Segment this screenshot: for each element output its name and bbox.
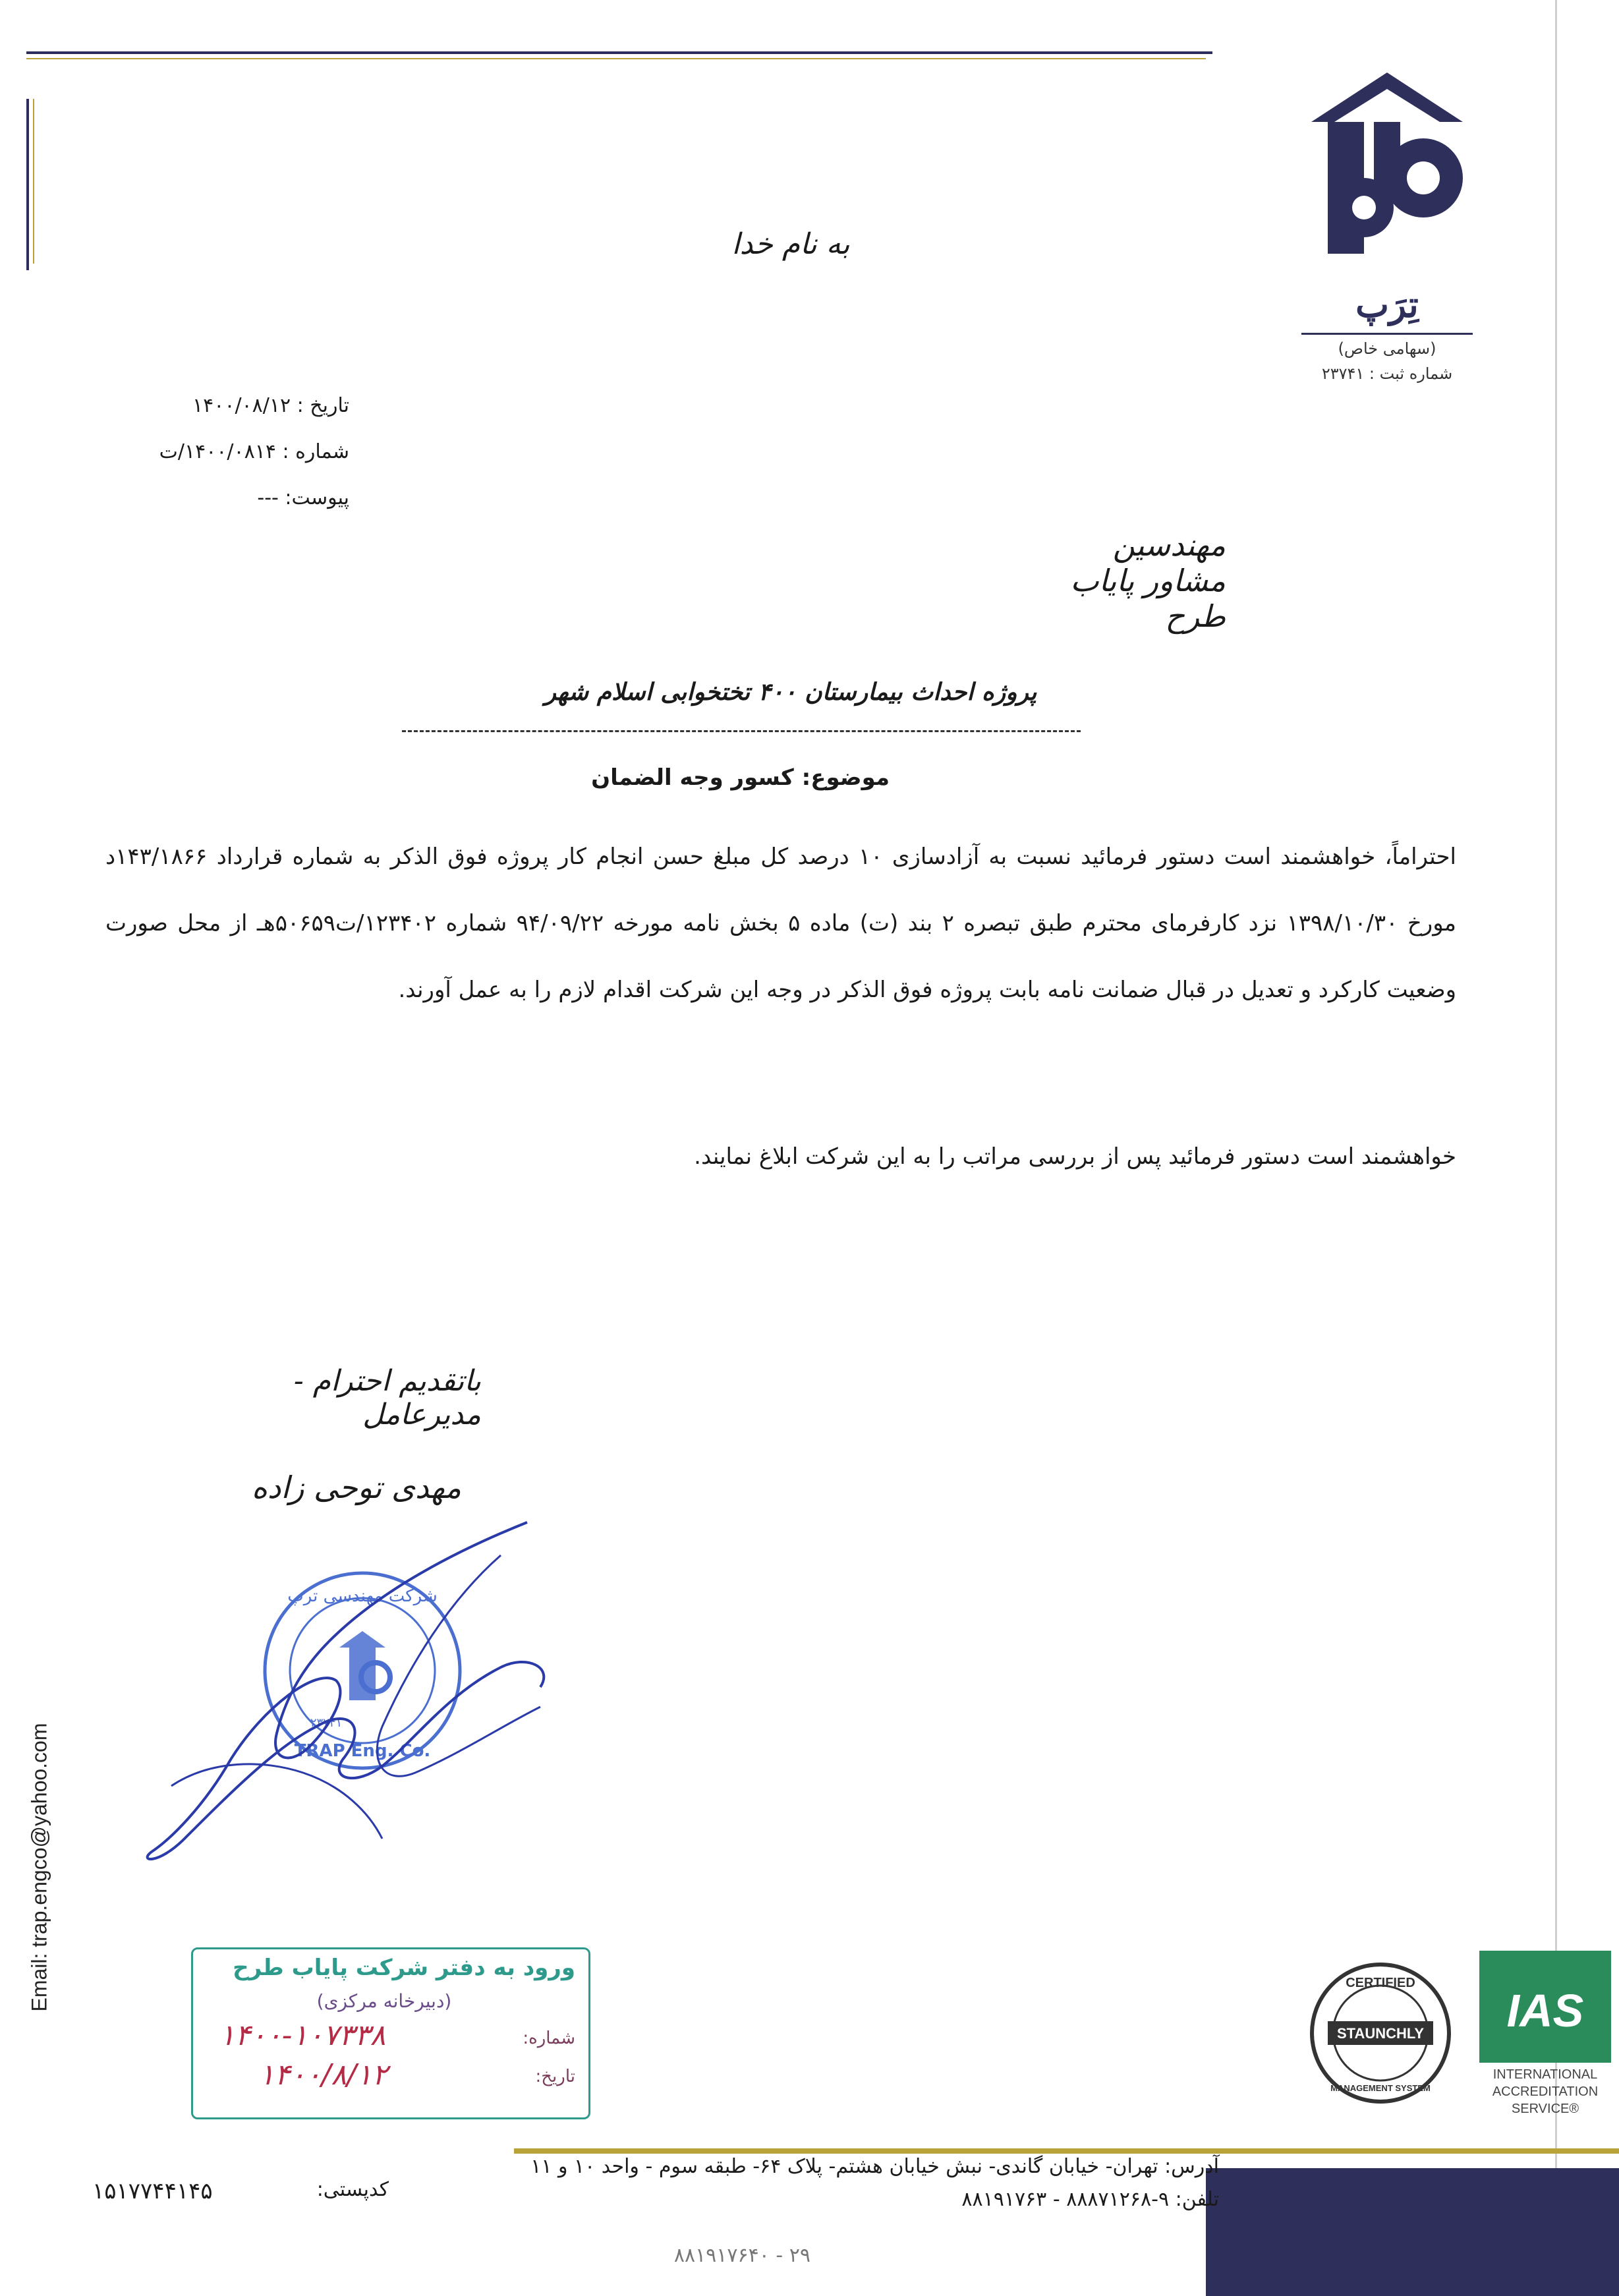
frame-left-line bbox=[26, 99, 29, 270]
body-paragraph-2: خواهشمند است دستور فرمائید پس از بررسی مراتب را به این شرکت ابلاغ نمایند. bbox=[694, 1143, 1456, 1170]
certified-center-text: STAUNCHLY bbox=[1336, 2025, 1425, 2042]
footer-navy-block bbox=[1206, 2168, 1619, 2296]
seal-text-en: TRAP Eng. Co. bbox=[294, 1741, 431, 1761]
logo-rule bbox=[1301, 333, 1473, 335]
ias-logo-text: IAS bbox=[1506, 1985, 1584, 2036]
dashed-divider bbox=[402, 730, 1081, 732]
letter-attachment: پیوست: --- bbox=[257, 486, 349, 509]
frame-top-gold-line bbox=[26, 58, 1206, 59]
signer-name: مهدی توحی زاده bbox=[251, 1470, 461, 1505]
ias-line-2: ACCREDITATION bbox=[1492, 2084, 1599, 2099]
letter-number: شماره : ۱۴۰۰/۰۸۱۴/ت bbox=[159, 440, 349, 463]
footer-email: Email: trap.engco@yahoo.com bbox=[27, 1723, 51, 2012]
frame-left-gold-line bbox=[33, 99, 34, 264]
received-stamp bbox=[191, 1947, 590, 2119]
received-number-value: ۱۴۰۰-۱۰۷۳۳۸ bbox=[219, 2019, 386, 2052]
footer-gold-rule bbox=[514, 2148, 1619, 2154]
handwritten-signature bbox=[132, 1509, 606, 1878]
invocation: به نام خدا bbox=[731, 227, 850, 261]
certified-badge-icon bbox=[1308, 1961, 1453, 2106]
footer-phone: تلفن: ۹-۸۸۸۷۱۲۶۸ - ۸۸۱۹۱۷۶۳ bbox=[961, 2188, 1219, 2211]
company-name: تِرَپ bbox=[1355, 283, 1419, 326]
received-stamp-title: ورود به دفتر شرکت پایاب طرح bbox=[233, 1955, 575, 1981]
body-paragraph-1: احتراماً، خواهشمند است دستور فرمائید نسبت به آزادسازی ۱۰ درصد کل مبلغ حسن انجام کار پروژه فوق الذکر به شماره قرارداد ۱۴۳/۱۸۶۶د مورخ ۱۳۹۸/۱۰/۳۰ نزد کارفرمای محترم طبق تبصره ۲ بند (ت) ماده ۵ بخش نامه مورخه ۹۴/۰۹/۲۲ شماره ۱۲۳۴۰۲/ت۵۰۶۵۹هـ از محل صورت وضعیت کارکرد و تعدیل در قبال ضمانت نامه بابت پروژه فوق الذکر در وجه این شرکت اقدام لازم را به عمل آورند. bbox=[105, 844, 1457, 1003]
ias-line-1: INTERNATIONAL bbox=[1492, 2067, 1598, 2082]
company-registration: شماره ثبت : ۲۳۷۴۱ bbox=[1321, 364, 1453, 383]
company-type: (سهامی خاص) bbox=[1338, 339, 1436, 358]
project-title: پروژه احداث بیمارستان ۴۰۰ تختخوابی اسلام شهر bbox=[544, 679, 1037, 706]
ias-line-3: SERVICE® bbox=[1511, 2102, 1579, 2116]
received-date-label: تاریخ: bbox=[535, 2067, 575, 2086]
frame-top-line bbox=[26, 51, 1212, 54]
postal-code-label: کدپستی: bbox=[316, 2178, 389, 2201]
company-logo-icon bbox=[1301, 66, 1473, 264]
received-stamp-subtitle: (دبیرخانه مرکزی) bbox=[316, 1990, 452, 2012]
closing-line: باتقدیم احترام - مدیرعامل bbox=[293, 1364, 481, 1431]
ias-logo-icon bbox=[1479, 1951, 1611, 2063]
seal-registration: ۲۳۷۴۱ bbox=[310, 1716, 343, 1730]
subject-line: موضوع: کسور وجه الضمان bbox=[591, 764, 890, 791]
recipient: مهندسین مشاور پایاب طرح bbox=[1070, 527, 1226, 634]
letter-date: تاریخ : ۱۴۰۰/۰۸/۱۲ bbox=[192, 394, 349, 417]
received-date-value: ۱۴۰۰/۸/۱۲ bbox=[259, 2058, 388, 2092]
ias-badge bbox=[1473, 1951, 1618, 2129]
postal-code-value: ۱۵۱۷۷۴۴۱۴۵ bbox=[92, 2178, 213, 2204]
footer-faint-text: ۸۸۱۹۱۷۶۴۰ - ۲۹ bbox=[673, 2244, 810, 2267]
certified-top-text: CERTIFIED bbox=[1346, 1976, 1415, 1990]
certified-bottom-text: MANAGEMENT SYSTEM bbox=[1330, 2083, 1431, 2093]
seal-text-fa: شرکت مهندسی ترپ bbox=[287, 1586, 438, 1606]
received-number-label: شماره: bbox=[523, 2028, 575, 2048]
footer-address: آدرس: تهران- خیابان گاندی- نبش خیابان هشتم- پلاک ۶۴- طبقه سوم - واحد ۱۰ و ۱۱ bbox=[530, 2155, 1219, 2178]
